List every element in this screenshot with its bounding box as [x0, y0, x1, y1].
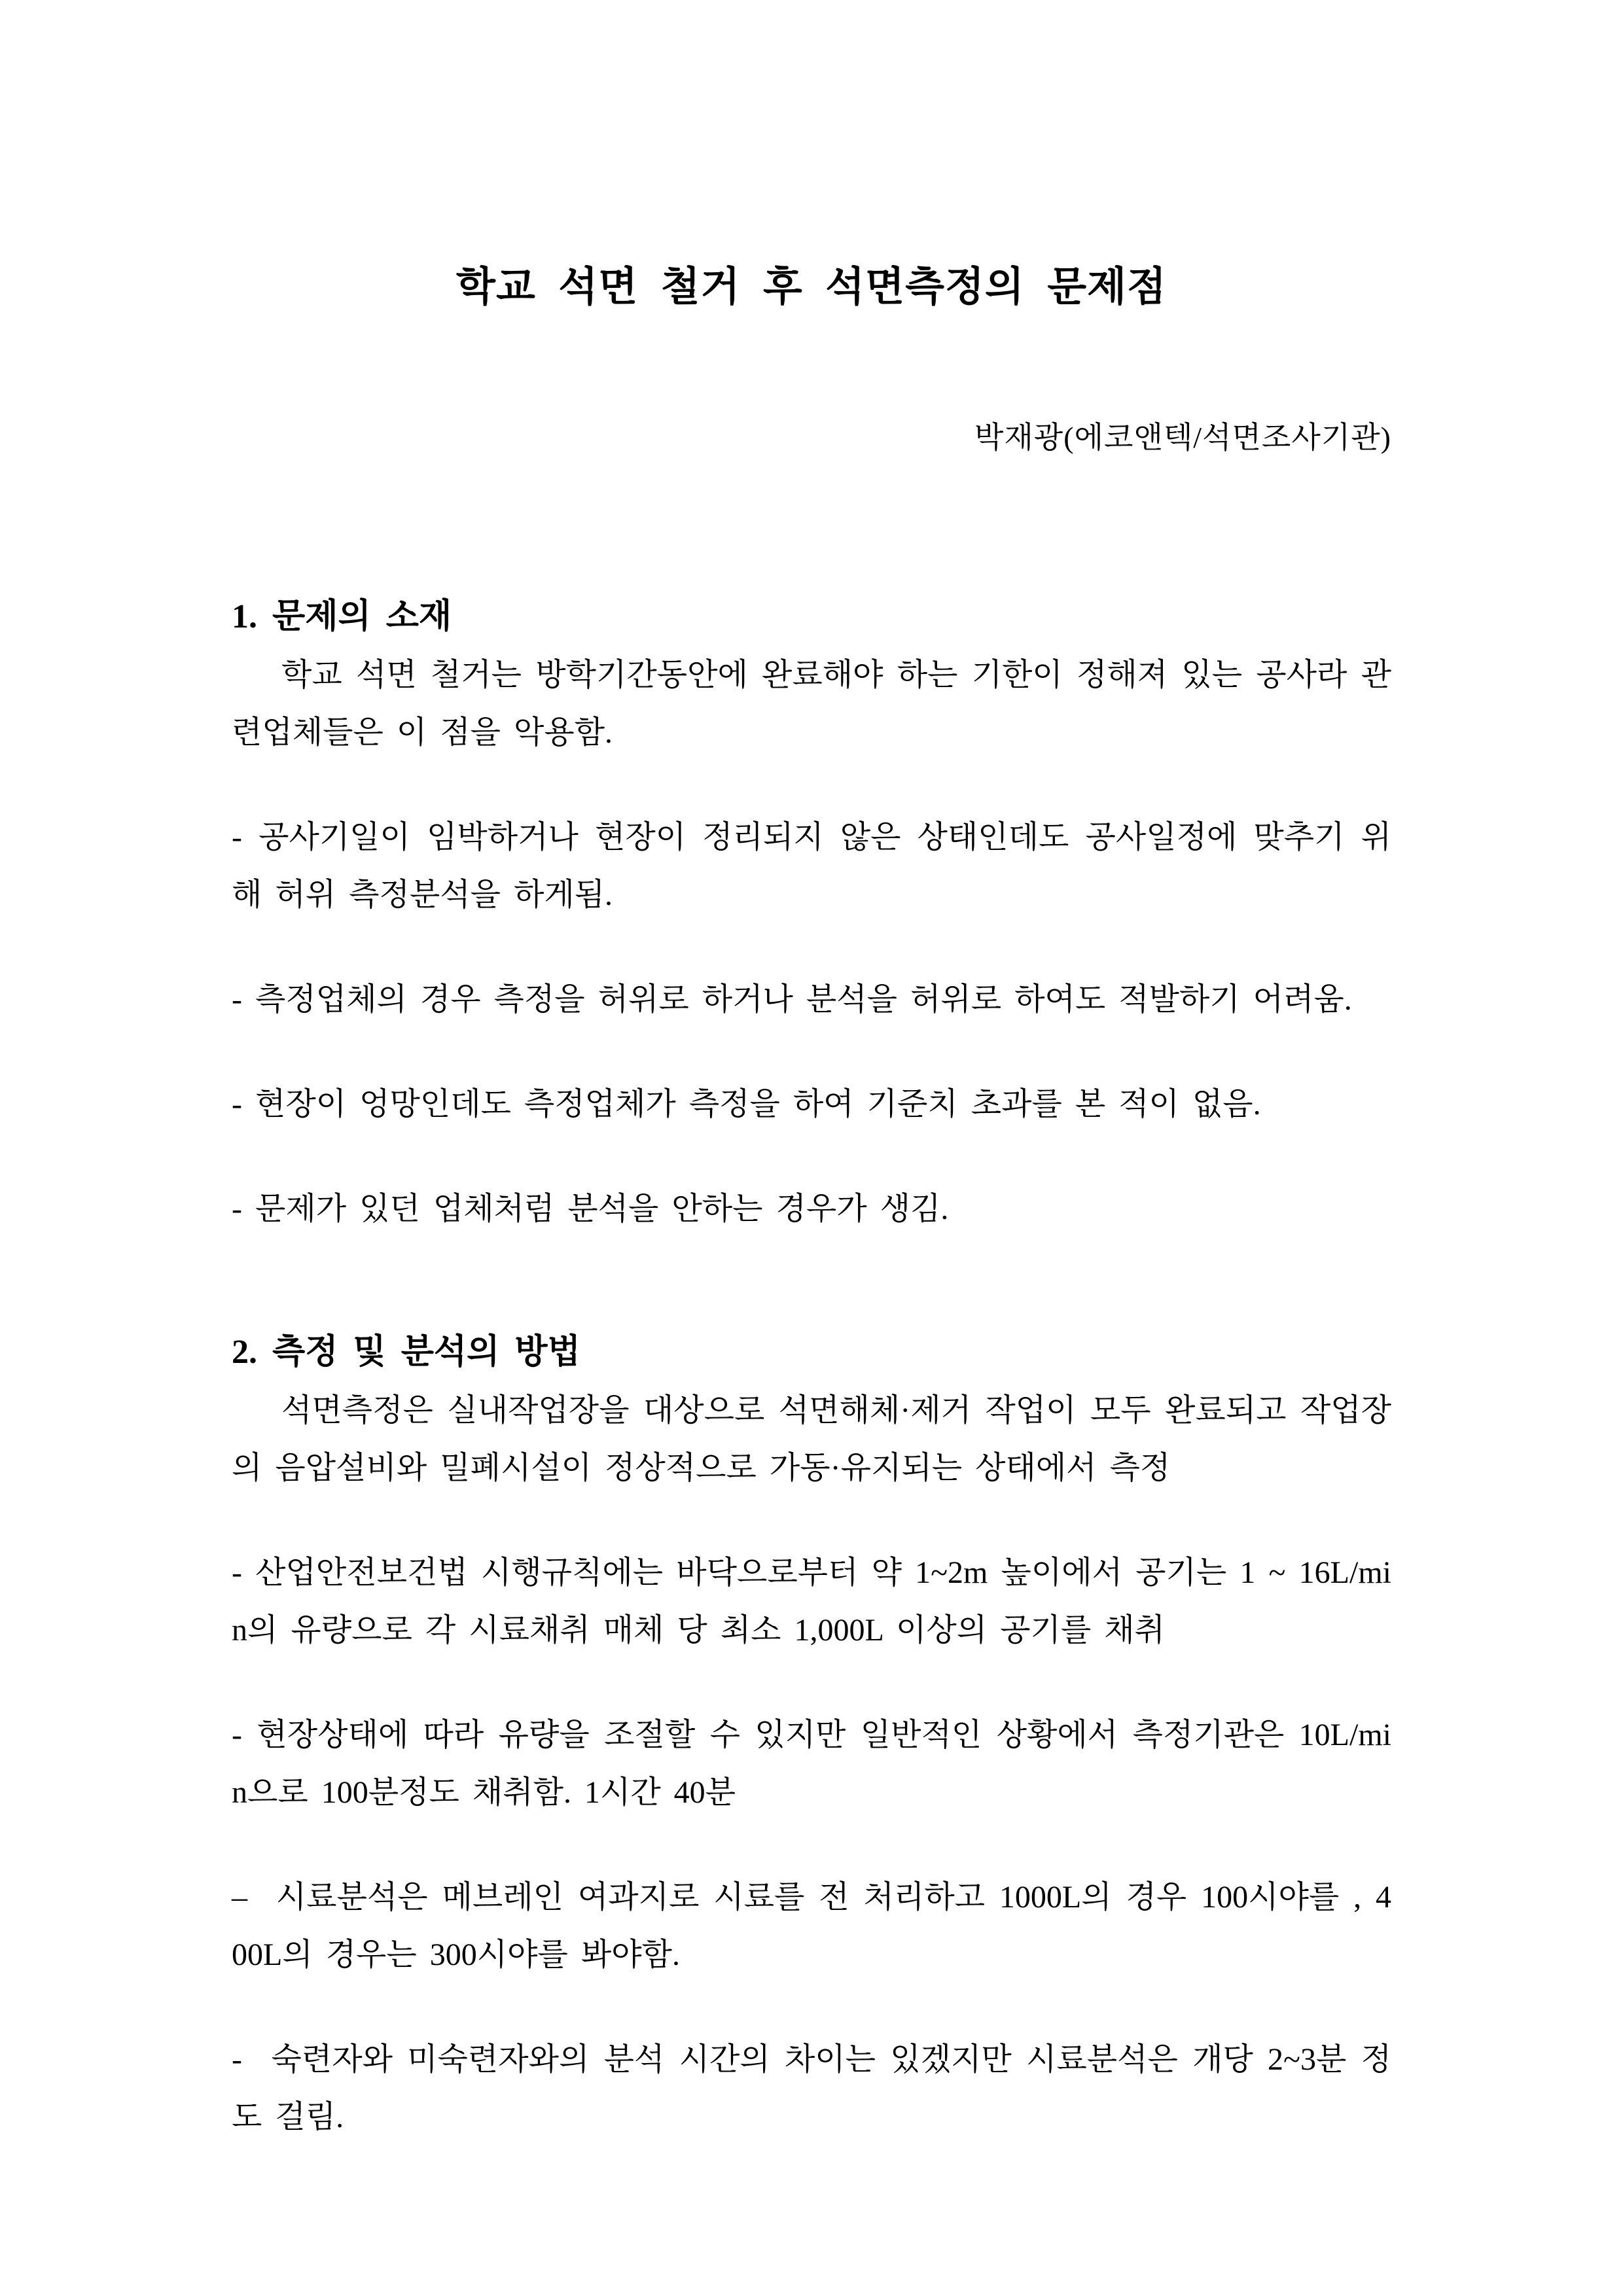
section-2-heading: 2. 측정 및 분석의 방법: [232, 1333, 580, 1371]
section-1-bullet-1: - 공사기일이 임박하거나 현장이 정리되지 않은 상태인데도 공사일정에 맞추기 위해 허위 측정분석을 하게됨.: [232, 820, 1391, 912]
section-1-lead-paragraph: 학교 석면 철거는 방학기간동안에 완료해야 하는 기한이 정해져 있는 공사라 관련업체들은 이 점을 악용함.: [232, 658, 1391, 750]
author-byline: 박재광(에코앤텍/석면조사기관): [974, 421, 1391, 454]
section-2-bullet-1: - 산업안전보건법 시행규칙에는 바닥으로부터 약 1~2m 높이에서 공기는 1 ~ 16L/min의 유량으로 각 시료채취 매체 당 최소 1,000L 이상의 공기를 채취: [232, 1555, 1391, 1648]
section-1-heading: 1. 문제의 소재: [232, 598, 452, 635]
section-1-bullet-2: - 측정업체의 경우 측정을 허위로 하거나 분석을 허위로 하여도 적발하기 어려움.: [232, 982, 1352, 1017]
section-2-lead-paragraph: 석면측정은 실내작업장을 대상으로 석면해체·제거 작업이 모두 완료되고 작업장의 음압설비와 밀폐시설이 정상적으로 가동·유지되는 상태에서 측정: [232, 1393, 1391, 1485]
section-2-bullet-4: - 숙련자와 미숙련자와의 분석 시간의 차이는 있겠지만 시료분석은 개당 2~3분 정도 걸림.: [232, 2042, 1391, 2134]
section-1-bullet-3: - 현장이 엉망인데도 측정업체가 측정을 하여 기준치 초과를 본 적이 없음.: [232, 1087, 1261, 1122]
document-title: 학교 석면 철거 후 석면측정의 문제점: [456, 265, 1167, 309]
section-1-bullet-4: - 문제가 있던 업체처럼 분석을 안하는 경우가 생김.: [232, 1192, 949, 1226]
section-2-bullet-2: - 현장상태에 따라 유량을 조절할 수 있지만 일반적인 상황에서 측정기관은 10L/min으로 100분정도 채취함. 1시간 40분: [232, 1718, 1391, 1810]
section-2-bullet-3: – 시료분석은 메브레인 여과지로 시료를 전 처리하고 1000L의 경우 100시야를 , 400L의 경우는 300시야를 봐야함.: [232, 1880, 1391, 1972]
